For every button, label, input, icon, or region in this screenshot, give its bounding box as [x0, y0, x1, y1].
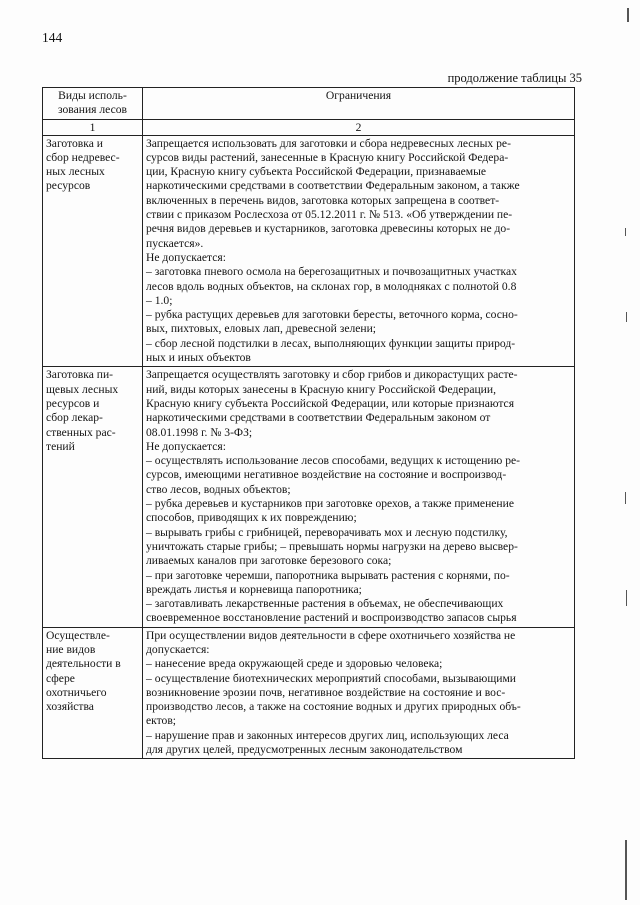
restriction-line: ектов;: [146, 714, 177, 728]
restriction-line: включенных в перечень видов, заготовка которых запрещена в соответ-: [146, 193, 500, 207]
restriction-line: – нанесение вреда окружающей среде и здоровью человека;: [146, 657, 443, 671]
scan-edge-mark: [626, 590, 627, 606]
restriction-line: сурсов, имеющими негативное воздействие на состояние и воспроизвод-: [146, 468, 507, 482]
restriction-line: производство лесов, а также на состояние водных и других природных объ-: [146, 700, 521, 714]
row-use-type: [43, 627, 143, 759]
restriction-line: Запрещается использовать для заготовки и сбора недревесных лесных ре-: [146, 136, 511, 150]
restriction-line: ливаемых каналов при заготовке березового сока;: [146, 554, 392, 568]
table-row: [43, 627, 575, 759]
restriction-line: – заготавливать лекарственные растения в объемах, не обеспечивающих: [146, 597, 504, 611]
use-type-line: сбор лекар-: [46, 411, 103, 425]
restriction-line: пускается».: [146, 236, 204, 250]
restriction-line: для других целей, предусмотренных лесным законодательством: [146, 743, 463, 757]
restriction-line: речня видов деревьев и кустарников, заготовка древесины которых не до-: [146, 222, 511, 236]
restriction-line: Запрещается осуществлять заготовку и сбор грибов и дикорастущих расте-: [146, 368, 518, 382]
use-type-line: тений: [46, 439, 75, 453]
restriction-line: лесов вдоль водных объектов, на склонах гор, в молодняках с полнотой 0.8: [146, 279, 517, 293]
restriction-line: – рубка деревьев и кустарников при заготовке орехов, а также применение: [146, 497, 514, 511]
restriction-line: уничтожать старые грибы; – превышать нормы нагрузки на дерево высвер-: [146, 539, 518, 553]
restriction-line: – осуществлять использование лесов способами, ведущих к истощению ре-: [146, 454, 520, 468]
header-forest-use-types: [43, 88, 143, 120]
use-type-line: ресурсов и: [46, 396, 100, 410]
scan-edge-mark: [626, 312, 627, 322]
restrictions-table: [42, 87, 575, 759]
restriction-line: – сбор лесной подстилки в лесах, выполняющих функции защиты природ-: [146, 336, 516, 350]
table-header-row: [43, 88, 575, 120]
restriction-line: Не допускается:: [146, 439, 226, 453]
use-type-line: Заготовка пи-: [46, 368, 114, 382]
restriction-line: – осуществление биотехнических мероприятий способами, вызывающими: [146, 671, 516, 685]
table-continuation-note: продолжение таблицы 35: [447, 71, 582, 85]
use-type-line: ственных рас-: [46, 425, 116, 439]
column-number-2: 2: [143, 119, 575, 135]
restriction-line: ции, Красную книгу субъекта Российской Федерации, признаваемые: [146, 165, 487, 179]
use-type-line: Заготовка и: [46, 136, 103, 150]
use-type-line: ресурсов: [46, 179, 91, 193]
restriction-line: – при заготовке черемши, папоротника вырывать растения с корнями, по-: [146, 568, 510, 582]
scan-edge-mark: [625, 840, 627, 900]
use-type-line: ных лесных: [46, 165, 105, 179]
use-type-line: сфере: [46, 671, 75, 685]
header-col1-line: Виды исполь-: [58, 89, 127, 102]
scan-edge-mark: [625, 228, 626, 236]
restriction-line: возникновение эрозии почв, негативное воздействие на состояние и вос-: [146, 685, 506, 699]
restriction-line: – 1.0;: [146, 293, 173, 307]
restriction-line: ство лесов, водных объектов;: [146, 482, 291, 496]
use-type-line: щевых лесных: [46, 382, 119, 396]
header-restrictions: Ограничения: [143, 88, 575, 120]
row-restrictions: [143, 367, 575, 627]
restriction-line: – заготовка пневого осмола на берегозащитных и почвозащитных участках: [146, 265, 517, 279]
header-col1-line: зования лесов: [57, 103, 128, 117]
restriction-line: ний, виды которых занесены в Красную книгу Российской Федерации,: [146, 382, 496, 396]
restriction-line: Не допускается:: [146, 250, 226, 264]
table-number-row: [43, 119, 575, 135]
row-restrictions: [143, 135, 575, 367]
page-number: 144: [42, 30, 63, 45]
restriction-line: 08.01.1998 г. № 3-ФЗ;: [146, 425, 253, 439]
table-row: [43, 367, 575, 627]
restriction-line: – вырывать грибы с грибницей, переворачивать мох и лесную подстилку,: [146, 525, 508, 539]
use-type-line: деятельности в: [46, 657, 121, 671]
restriction-line: допускается:: [146, 642, 210, 656]
restriction-line: – рубка растущих деревьев для заготовки бересты, веточного корма, сосно-: [146, 308, 518, 322]
restriction-line: способов, приводящих к их повреждению;: [146, 511, 357, 525]
row-use-type: [43, 367, 143, 627]
restriction-line: наркотическими средствами в соответствии Федеральным законом, а также: [146, 179, 520, 193]
restriction-line: Красную книгу субъекта Российской Федерации, или которые признаются: [146, 396, 515, 410]
restriction-line: вых, пихтовых, еловых лап, древесной зелени;: [146, 322, 377, 336]
restriction-line: При осуществлении видов деятельности в сфере охотничьего хозяйства не: [146, 628, 516, 642]
use-type-line: сбор недревес-: [46, 150, 120, 164]
table-row: [43, 135, 575, 367]
scan-edge-mark: [625, 492, 626, 504]
restriction-line: ствии с приказом Рослесхоза от 05.12.2011 г. № 513. «Об утверждении пе-: [146, 208, 513, 222]
restriction-line: – нарушение прав и законных интересов других лиц, использующих леса: [146, 728, 509, 742]
use-type-line: Осуществле-: [46, 628, 110, 642]
restriction-line: ных и иных объектов: [146, 351, 251, 365]
restriction-line: наркотическими средствами в соответствии Федеральным законом от: [146, 411, 491, 425]
use-type-line: охотничьего: [46, 685, 107, 699]
restriction-line: вреждать листья и корневища папоротника;: [146, 582, 362, 596]
row-restrictions: [143, 627, 575, 759]
scan-edge-mark: [627, 8, 629, 22]
row-use-type: [43, 135, 143, 367]
restriction-line: своевременное восстановление растений и воспроизводство запасов сырья: [146, 611, 517, 625]
use-type-line: ние видов: [46, 642, 96, 656]
restriction-line: сурсов виды растений, занесенные в Красную книгу Российской Федера-: [146, 150, 509, 164]
column-number-1: 1: [43, 119, 143, 135]
use-type-line: хозяйства: [46, 700, 94, 714]
